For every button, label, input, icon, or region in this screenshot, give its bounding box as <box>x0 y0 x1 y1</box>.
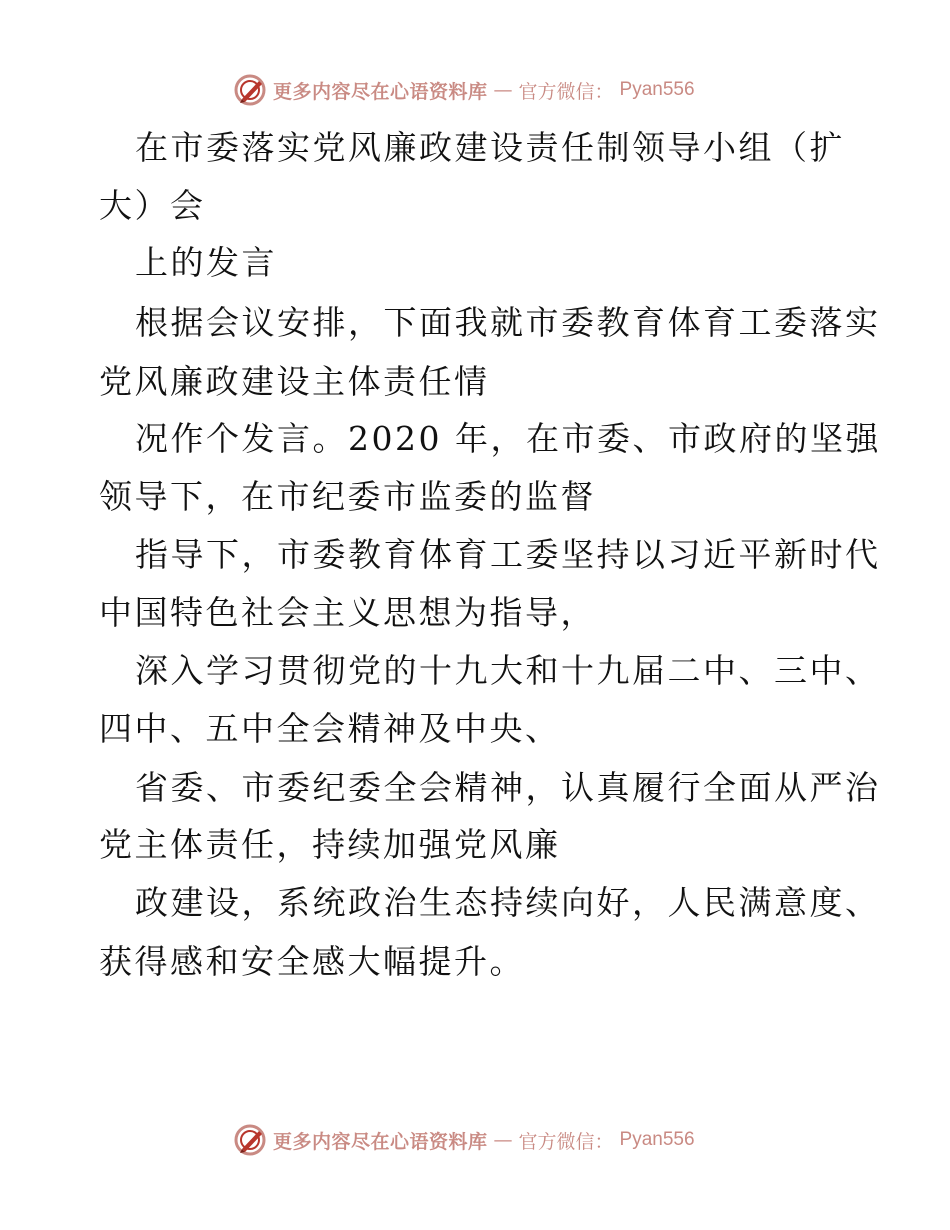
text-line: 根据会议安排，下面我就市委教育体育工委落实 <box>135 303 881 342</box>
footer-dash: — <box>493 1129 513 1151</box>
text-line: 大）会 <box>99 186 206 225</box>
header-banner <box>233 73 695 107</box>
footer-banner <box>233 1123 695 1157</box>
text-line: 政建设，系统政治生态持续向好，人民满意度、 <box>135 883 881 922</box>
text-line: 指导下，市委教育体育工委坚持以习近平新时代 <box>135 535 881 574</box>
text-line: 中国特色社会主义思想为指导， <box>99 593 596 632</box>
text-line: 获得感和安全感大幅提升。 <box>99 942 525 981</box>
text-line: 上的发言 <box>135 243 277 282</box>
text-line: 况作个发言。2020 年，在市委、市政府的坚强 <box>135 419 881 458</box>
text-line: 党主体责任，持续加强党风廉 <box>99 825 561 864</box>
header-wechat-id: Pyan556 <box>619 79 695 100</box>
footer-brand-text: 更多内容尽在心语资料库 <box>273 1130 488 1153</box>
text-line: 领导下，在市纪委市监委的监督 <box>99 477 596 516</box>
header-brand-text: 更多内容尽在心语资料库 <box>273 80 488 103</box>
text-line: 在市委落实党风廉政建设责任制领导小组（扩 <box>135 128 845 167</box>
footer-wechat-label: 官方微信： <box>518 1130 614 1153</box>
text-line: 深入学习贯彻党的十九大和十九届二中、三中、 <box>135 651 881 690</box>
header-wechat-label: 官方微信： <box>518 80 614 103</box>
text-line: 党风廉政建设主体责任情 <box>99 362 490 401</box>
text-line: 省委、市委纪委全会精神，认真履行全面从严治 <box>135 768 881 807</box>
footer-wechat-id: Pyan556 <box>619 1129 695 1150</box>
header-dash: — <box>493 79 513 101</box>
pen-logo-icon <box>233 73 267 107</box>
pen-logo-icon <box>233 1123 267 1157</box>
text-line: 四中、五中全会精神及中央、 <box>99 709 561 748</box>
